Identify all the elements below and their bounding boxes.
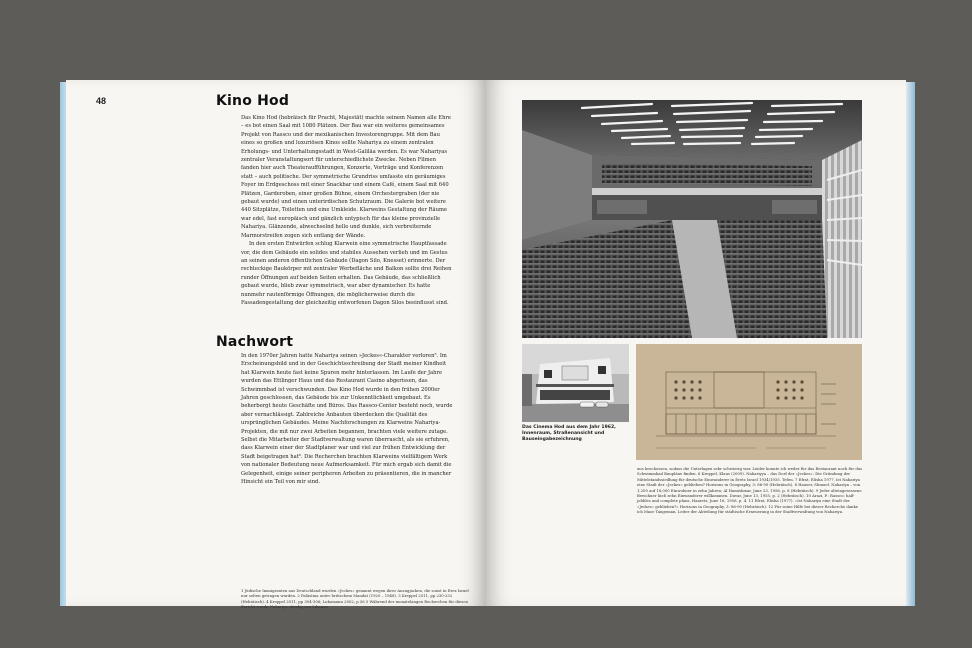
image-caption: Das Cinema Hod aus dem Jahr 1962, Innenraum, Straßenansicht und Bauseingabezeichnung [522,425,616,442]
left-page [66,80,486,609]
kino-hod-text [241,114,453,307]
facade-drawing [636,344,862,460]
nachwort-paragraph-1: In den 1970er Jahren hatte Nahariya seinen »Jeckes«-Charakter verloren⁵. Im Erscheinungsbild und in der Geschichtsschreibung der Stadt meiner Kindheit hat Klarwein heute fast keine Spuren mehr hinterlassen. Im Laufe der Jahre wurden das Ettlinger Haus und das Restaurant Casino abgerissen, das Schwimmbad ist verschwunden. Das Kino Hod wurde in den frühen 2000er Jahren geschlossen, das Gebäude bis zur Unkenntlichkeit umgebaut. Es beherbergt heute Geschäfte und Büros. Das Rassco-Center besteht noch, wurde aber vernachlässigt. Zahlreiche Anbauten überdecken die Qualität des ursprünglichen Gebäudes. Meine Nachforschungen zu Klarweins Nahariya-Projekten, die mit nur zwei Arbeiten begannen, brachten viele weitere zutage. Selbst die Mitarbeiter der Stadtverwaltung waren überrascht, als sie erfuhren, dass Klarwein einer der Stadtplaner war und viel zur frühen Entwicklung der Stadt beigetragen hat⁶. Die Recherchen brachten Klarweins vielfältigem Werk von nationaler Bedeutung neue Aufmerksamkeit. Für mich ergab sich damit die Gelegenheit, einige seiner peripheren Arbeiten zu präsentieren, die in mancher Hinsicht ein Teil von mir sind. [241,353,453,486]
footnotes-left: 1 Jüdische Immigranten aus Deutschland wurden »Jeckes« genannt wegen ihrer Anzugjacken, die sonst in Erez Israel nur selten getragen wurden. 2 Palästina unter britischem Mandat (1920 – 1948). 3 Kreppel 2011, pp 230-232 (Hebräisch). 4 Kreppel 2011, pp 304-306; Lukomann 2002, p 56 5 Während der monatelangen Recherchen für diesen Bericht wurde Nahariya ständig von Libanon [241,588,469,609]
footnotes-right: aus beschossen, sodass die Unterlagen sehr schwierig war. Leider konnte ich weder für das Restaurant noch für das Schwimmbad Baupläne finden. 6 Kreppel, Klaus (2009). Nahariyya – das Dorf der »Jeckes«: Die Gründung der Mittelstandssiedlung für deutsche Einwanderer in Eretz Israel 1934/1935. Tefen. 7 Efrat, Elisha 1977. Ist Nahariya eine Stadt der »Jeckes« geblieben? Horizons in Geography, 3: 86-90 (Hebräisch). 8 Hauser, Shmuel. Nahariya – von 1,200 auf 18,000 Einwohner in zehn Jahren; Al Hamishmar, June 23, 1956, p. 8 (Hebräisch). 9 Jeder alteingesessene Bewohner hieß zehn Einwanderer willkommen. Davar, June 13, 1955, p. 2 (Hebräisch). 10 Arazi, P.: Rassco: half-jobbles and complete plans, Haaretz, June 16, 1956, p. 4. 11 Efrat, Elisha (1977). »Ist Nahariya eine Stadt der »Jeckes« geblieben?« Horizons in Geography, 3: 86-90 (Hebräisch). 12 Für seine Hilfe bei dieser Recherche danke ich Maor Tangeman, Leiter der Abteilung für städtische Erneuerung in der Stadtverwaltung von Nahariya. [637,466,863,515]
book-edge-right [905,82,915,606]
facade-drawing-image [636,344,862,460]
page-number: 48 [96,96,107,106]
exterior-photo-image [522,344,629,422]
auditorium-photo [522,100,862,338]
auditorium-photo-image [522,100,862,338]
heading-nachwort: Nachwort [216,334,294,350]
heading-kino-hod: Kino Hod [216,93,290,109]
kino-paragraph-1: Das Kino Hod (hebräisch für Pracht, Majestät) machte seinem Namen alle Ehre – es bot einen Saal mit 1080 Plätzen. Der Bau war ein weiteres gemeinsames Projekt von Rassco und der mexikanischen Investorengruppe. Mit dem Bau eines so großen und luxuriösen Kinos sollte Nahariya zu einem zentralen Erholungs- und Unterhaltungsstadt in West-Galiläa werden. Es war Nahariyas zentraler Veranstaltungsort für unterschiedlichste Zwecke. Neben Filmen fanden hier auch Theateraufführungen, Konzerte, Vorträge und Konferenzen statt – auch politische. Der symmetrische Grundriss umfasste ein geräumiges Foyer im Erdgeschoss mit einer Snackbar und einem Café, einem Saal mit 640 Plätzen, Garderoben, einer großen Bühne, einem Orchestergraben (der nie gebaut wurde) und einen unterirdischen Schutzraum. Die Galerie bot weitere 440 Sitzplätze, Toiletten und eine Umkleide. Klarweins Gestaltung der Räume war edel, fast europäisch und gänzlich untypisch für das kleine provinzielle Nahariya. Glänzende, abwechselnd helle und dunkle, sich verbreiternde Marmorstreifen zogen sich entlang der Wände. [241,115,451,239]
right-page [486,80,906,606]
kino-paragraph-2: In den ersten Entwürfen schlug Klarwein eine symmetrische Hauptfassade vor, die dem Gebäude ein solides und stabiles Aussehen verlieh und im Gestus an seinen anderen öffentlichen Gebäude (Dagon Silo, Knesset) erinnerte. Der rechteckige Baukörper mit zentraler Werbefläche und Balkon sollte drei Reihen runder Öffnungen auf beiden Seiten erhalten. Das Gebäude, das schließlich gebaut wurde, blieb zwar symmetrisch, war aber dynamischer. Es hatte nunmehr rautenförmige Öffnungen, die möglicherweise durch die Fassadengestaltung der gleichzeitig entworfenen Dagon Silos beeinflusst sind. [241,241,452,306]
nachwort-text [241,352,453,487]
exterior-photo [522,344,629,422]
